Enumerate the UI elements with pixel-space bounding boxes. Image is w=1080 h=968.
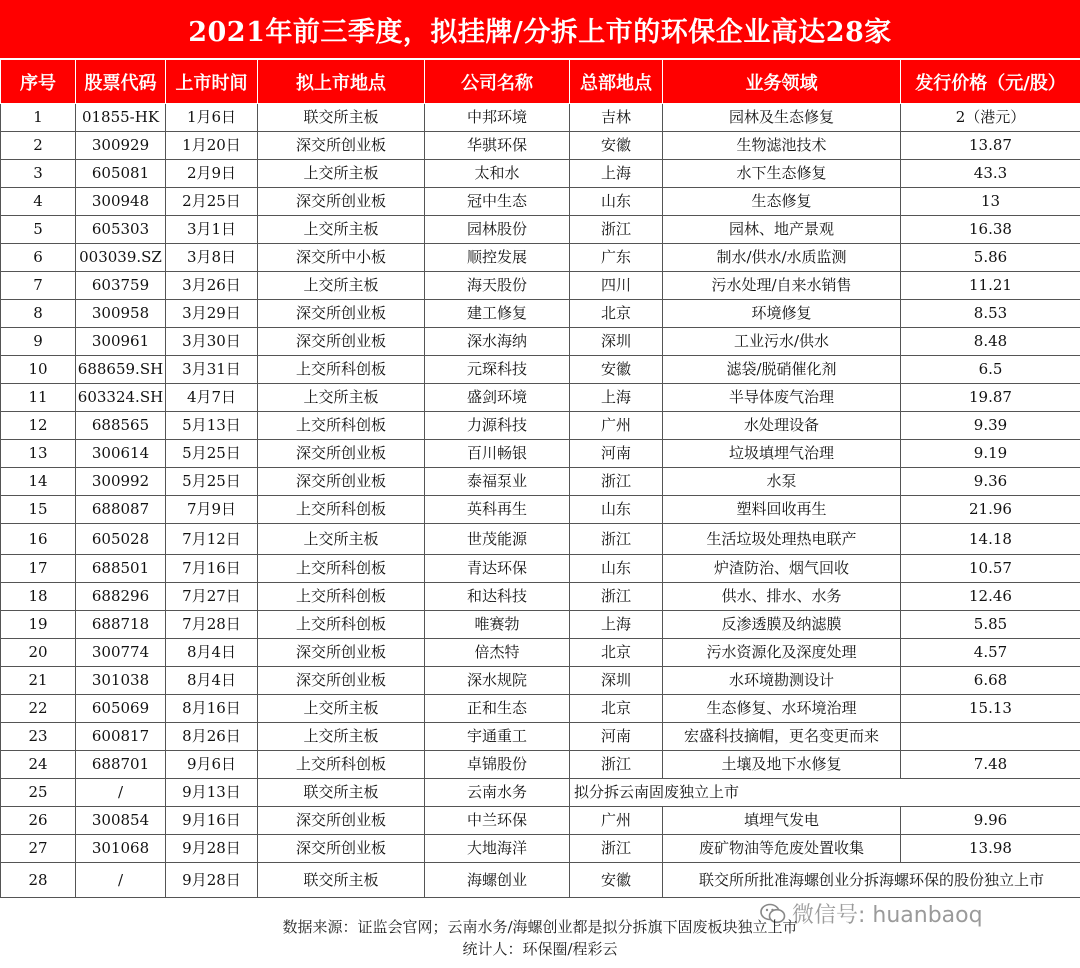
cell-venue: 深交所创业板	[258, 835, 425, 863]
cell-company: 青达环保	[425, 555, 570, 583]
header-listing-date: 上市时间	[166, 60, 258, 104]
cell-hq: 广州	[570, 807, 663, 835]
cell-stock-code: 605069	[76, 695, 166, 723]
cell-business: 填埋气发电	[663, 807, 901, 835]
cell-hq: 北京	[570, 300, 663, 328]
cell-index: 4	[1, 188, 76, 216]
cell-venue: 上交所科创板	[258, 356, 425, 384]
cell-listing-date: 3月31日	[166, 356, 258, 384]
cell-venue: 联交所主板	[258, 104, 425, 132]
cell-company: 百川畅银	[425, 440, 570, 468]
cell-index: 5	[1, 216, 76, 244]
cell-stock-code: 300774	[76, 639, 166, 667]
cell-venue: 上交所主板	[258, 160, 425, 188]
cell-price: 4.57	[901, 639, 1080, 667]
cell-company: 宇通重工	[425, 723, 570, 751]
cell-hq: 安徽	[570, 132, 663, 160]
cell-listing-date: 2月9日	[166, 160, 258, 188]
cell-business: 制水/供水/水质监测	[663, 244, 901, 272]
table-row	[1, 695, 1080, 723]
table-row	[1, 132, 1080, 160]
cell-index: 6	[1, 244, 76, 272]
cell-stock-code: 300854	[76, 807, 166, 835]
cell-company: 海螺创业	[425, 863, 570, 898]
cell-price: 13.98	[901, 835, 1080, 863]
cell-price: 14.18	[901, 524, 1080, 555]
cell-price: 12.46	[901, 583, 1080, 611]
cell-index: 3	[1, 160, 76, 188]
cell-company: 中邦环境	[425, 104, 570, 132]
cell-company: 盛剑环境	[425, 384, 570, 412]
cell-index: 18	[1, 583, 76, 611]
cell-index: 1	[1, 104, 76, 132]
footer-author: 统计人：环保圈/程彩云	[0, 938, 1080, 960]
cell-venue: 深交所创业板	[258, 188, 425, 216]
cell-stock-code: 300992	[76, 468, 166, 496]
cell-company: 元琛科技	[425, 356, 570, 384]
cell-listing-date: 1月6日	[166, 104, 258, 132]
table-row	[1, 524, 1080, 555]
cell-listing-date: 8月4日	[166, 639, 258, 667]
cell-business: 园林、地产景观	[663, 216, 901, 244]
cell-business: 废矿物油等危废处置收集	[663, 835, 901, 863]
cell-venue: 上交所科创板	[258, 412, 425, 440]
cell-business: 供水、排水、水务	[663, 583, 901, 611]
cell-listing-date: 3月1日	[166, 216, 258, 244]
table-row	[1, 583, 1080, 611]
cell-stock-code: 300961	[76, 328, 166, 356]
ipo-table	[0, 59, 1080, 898]
cell-listing-date: 7月28日	[166, 611, 258, 639]
cell-price: 9.96	[901, 807, 1080, 835]
cell-index: 8	[1, 300, 76, 328]
cell-listing-date: 2月25日	[166, 188, 258, 216]
cell-business: 生物滤池技术	[663, 132, 901, 160]
table-row	[1, 412, 1080, 440]
header-stock-code: 股票代码	[76, 60, 166, 104]
cell-index: 19	[1, 611, 76, 639]
cell-business: 滤袋/脱硝催化剂	[663, 356, 901, 384]
cell-hq: 山东	[570, 496, 663, 524]
cell-stock-code: 688087	[76, 496, 166, 524]
cell-hq: 上海	[570, 611, 663, 639]
cell-hq: 浙江	[570, 835, 663, 863]
cell-listing-date: 7月27日	[166, 583, 258, 611]
cell-business: 炉渣防治、烟气回收	[663, 555, 901, 583]
cell-venue: 上交所主板	[258, 723, 425, 751]
cell-index: 2	[1, 132, 76, 160]
table-row	[1, 272, 1080, 300]
cell-company: 正和生态	[425, 695, 570, 723]
cell-listing-date: 9月13日	[166, 779, 258, 807]
cell-index: 25	[1, 779, 76, 807]
cell-listing-date: 9月28日	[166, 835, 258, 863]
cell-listing-date: 3月26日	[166, 272, 258, 300]
cell-stock-code: 688565	[76, 412, 166, 440]
table-row	[1, 611, 1080, 639]
cell-index: 28	[1, 863, 76, 898]
cell-index: 11	[1, 384, 76, 412]
cell-price: 16.38	[901, 216, 1080, 244]
table-row	[1, 751, 1080, 779]
cell-venue: 上交所科创板	[258, 555, 425, 583]
cell-stock-code: 603759	[76, 272, 166, 300]
cell-company: 建工修复	[425, 300, 570, 328]
cell-business: 垃圾填埋气治理	[663, 440, 901, 468]
cell-price: 6.5	[901, 356, 1080, 384]
cell-price: 9.36	[901, 468, 1080, 496]
table-row	[1, 188, 1080, 216]
cell-index: 13	[1, 440, 76, 468]
cell-index: 22	[1, 695, 76, 723]
cell-hq: 广东	[570, 244, 663, 272]
cell-listing-date: 9月6日	[166, 751, 258, 779]
cell-hq: 浙江	[570, 751, 663, 779]
table-row	[1, 835, 1080, 863]
cell-venue: 上交所科创板	[258, 583, 425, 611]
cell-company: 云南水务	[425, 779, 570, 807]
cell-price: 5.85	[901, 611, 1080, 639]
cell-company: 深水海纳	[425, 328, 570, 356]
cell-company: 世茂能源	[425, 524, 570, 555]
cell-company: 园林股份	[425, 216, 570, 244]
cell-listing-date: 3月8日	[166, 244, 258, 272]
cell-venue: 上交所主板	[258, 384, 425, 412]
cell-business: 水环境勘测设计	[663, 667, 901, 695]
cell-index: 21	[1, 667, 76, 695]
header-row	[1, 60, 1080, 104]
cell-venue: 深交所创业板	[258, 132, 425, 160]
cell-company: 海天股份	[425, 272, 570, 300]
cell-venue: 上交所主板	[258, 216, 425, 244]
cell-business: 园林及生态修复	[663, 104, 901, 132]
cell-venue: 深交所创业板	[258, 468, 425, 496]
table-row	[1, 356, 1080, 384]
cell-venue: 深交所创业板	[258, 667, 425, 695]
cell-price: 43.3	[901, 160, 1080, 188]
table-row	[1, 496, 1080, 524]
cell-price: 8.48	[901, 328, 1080, 356]
cell-hq: 深圳	[570, 667, 663, 695]
cell-index: 17	[1, 555, 76, 583]
cell-hq: 北京	[570, 695, 663, 723]
header-hq: 总部地点	[570, 60, 663, 104]
cell-hq: 浙江	[570, 524, 663, 555]
cell-hq: 浙江	[570, 583, 663, 611]
table-row	[1, 216, 1080, 244]
cell-stock-code: 605028	[76, 524, 166, 555]
cell-price: 15.13	[901, 695, 1080, 723]
cell-stock-code: /	[76, 779, 166, 807]
cell-company: 深水规院	[425, 667, 570, 695]
cell-stock-code: 300614	[76, 440, 166, 468]
header-index: 序号	[1, 60, 76, 104]
cell-business: 生活垃圾处理热电联产	[663, 524, 901, 555]
cell-stock-code: 605303	[76, 216, 166, 244]
table-title: 2021年前三季度，拟挂牌/分拆上市的环保企业高达28家	[0, 0, 1080, 59]
cell-company: 和达科技	[425, 583, 570, 611]
cell-listing-date: 5月25日	[166, 468, 258, 496]
cell-price: 6.68	[901, 667, 1080, 695]
cell-listing-date: 9月16日	[166, 807, 258, 835]
cell-business: 污水处理/自来水销售	[663, 272, 901, 300]
cell-business: 塑料回收再生	[663, 496, 901, 524]
cell-company: 英科再生	[425, 496, 570, 524]
cell-business: 水下生态修复	[663, 160, 901, 188]
cell-business: 水泵	[663, 468, 901, 496]
header-venue: 拟上市地点	[258, 60, 425, 104]
cell-hq: 上海	[570, 160, 663, 188]
cell-venue: 深交所创业板	[258, 639, 425, 667]
cell-price: 7.48	[901, 751, 1080, 779]
table-row	[1, 160, 1080, 188]
cell-price: 9.39	[901, 412, 1080, 440]
cell-hq: 上海	[570, 384, 663, 412]
table-row	[1, 863, 1080, 898]
cell-company: 力源科技	[425, 412, 570, 440]
cell-business: 反渗透膜及纳滤膜	[663, 611, 901, 639]
cell-company: 泰福泵业	[425, 468, 570, 496]
cell-stock-code: 688501	[76, 555, 166, 583]
cell-listing-date: 3月30日	[166, 328, 258, 356]
cell-index: 7	[1, 272, 76, 300]
cell-note: 联交所所批准海螺创业分拆海螺环保的股份独立上市	[663, 863, 1080, 898]
cell-venue: 上交所科创板	[258, 611, 425, 639]
table-row	[1, 244, 1080, 272]
cell-business: 生态修复	[663, 188, 901, 216]
watermark-text: 微信号: huanbaoq	[792, 898, 983, 929]
header-price: 发行价格（元/股）	[901, 60, 1080, 104]
cell-venue: 深交所中小板	[258, 244, 425, 272]
cell-listing-date: 7月9日	[166, 496, 258, 524]
cell-listing-date: 7月16日	[166, 555, 258, 583]
cell-venue: 深交所创业板	[258, 807, 425, 835]
cell-price: 11.21	[901, 272, 1080, 300]
cell-hq: 安徽	[570, 863, 663, 898]
cell-stock-code: 300958	[76, 300, 166, 328]
cell-venue: 上交所科创板	[258, 751, 425, 779]
cell-listing-date: 4月7日	[166, 384, 258, 412]
cell-index: 15	[1, 496, 76, 524]
table-row	[1, 440, 1080, 468]
cell-stock-code: 688296	[76, 583, 166, 611]
cell-stock-code: 605081	[76, 160, 166, 188]
cell-company: 卓锦股份	[425, 751, 570, 779]
footer-source: 数据来源：证监会官网；云南水务/海螺创业都是拟分拆旗下固废板块独立上市	[0, 916, 1080, 938]
footer	[0, 912, 1080, 968]
table-row	[1, 779, 1080, 807]
cell-listing-date: 5月13日	[166, 412, 258, 440]
cell-hq: 广州	[570, 412, 663, 440]
cell-stock-code: 300948	[76, 188, 166, 216]
cell-business: 污水资源化及深度处理	[663, 639, 901, 667]
cell-index: 16	[1, 524, 76, 555]
cell-stock-code: 301068	[76, 835, 166, 863]
cell-business: 水处理设备	[663, 412, 901, 440]
table-row	[1, 639, 1080, 667]
cell-price: 13	[901, 188, 1080, 216]
cell-venue: 上交所主板	[258, 695, 425, 723]
cell-company: 倍杰特	[425, 639, 570, 667]
cell-listing-date: 7月12日	[166, 524, 258, 555]
cell-stock-code: /	[76, 863, 166, 898]
cell-business: 半导体废气治理	[663, 384, 901, 412]
cell-hq: 浙江	[570, 216, 663, 244]
cell-company: 中兰环保	[425, 807, 570, 835]
cell-listing-date: 3月29日	[166, 300, 258, 328]
table-row	[1, 468, 1080, 496]
cell-company: 大地海洋	[425, 835, 570, 863]
cell-company: 顺控发展	[425, 244, 570, 272]
cell-company: 唯赛勃	[425, 611, 570, 639]
table-row	[1, 807, 1080, 835]
cell-business: 土壤及地下水修复	[663, 751, 901, 779]
table-row	[1, 555, 1080, 583]
cell-business: 生态修复、水环境治理	[663, 695, 901, 723]
cell-stock-code: 301038	[76, 667, 166, 695]
cell-index: 23	[1, 723, 76, 751]
cell-price: 10.57	[901, 555, 1080, 583]
cell-index: 20	[1, 639, 76, 667]
header-business: 业务领域	[663, 60, 901, 104]
cell-index: 26	[1, 807, 76, 835]
cell-hq: 四川	[570, 272, 663, 300]
table-row	[1, 104, 1080, 132]
cell-venue: 深交所创业板	[258, 300, 425, 328]
cell-index: 24	[1, 751, 76, 779]
cell-price: 9.19	[901, 440, 1080, 468]
cell-index: 9	[1, 328, 76, 356]
cell-venue: 上交所科创板	[258, 496, 425, 524]
cell-business: 宏盛科技摘帽，更名变更而来	[663, 723, 901, 751]
cell-hq: 北京	[570, 639, 663, 667]
cell-venue: 深交所创业板	[258, 440, 425, 468]
cell-price: 21.96	[901, 496, 1080, 524]
cell-stock-code: 300929	[76, 132, 166, 160]
cell-price: 19.87	[901, 384, 1080, 412]
cell-venue: 联交所主板	[258, 863, 425, 898]
cell-venue: 上交所主板	[258, 272, 425, 300]
cell-index: 12	[1, 412, 76, 440]
table-row	[1, 300, 1080, 328]
header-company: 公司名称	[425, 60, 570, 104]
cell-price: 13.87	[901, 132, 1080, 160]
table-row	[1, 384, 1080, 412]
cell-stock-code: 603324.SH	[76, 384, 166, 412]
cell-price: 8.53	[901, 300, 1080, 328]
cell-note: 拟分拆云南固废独立上市	[570, 779, 1080, 807]
cell-price: 5.86	[901, 244, 1080, 272]
cell-hq: 山东	[570, 188, 663, 216]
cell-price	[901, 723, 1080, 751]
cell-stock-code: 688659.SH	[76, 356, 166, 384]
cell-venue: 深交所创业板	[258, 328, 425, 356]
cell-company: 太和水	[425, 160, 570, 188]
cell-business: 环境修复	[663, 300, 901, 328]
table-row	[1, 667, 1080, 695]
table-row	[1, 723, 1080, 751]
cell-hq: 吉林	[570, 104, 663, 132]
table-row	[1, 328, 1080, 356]
cell-venue: 上交所主板	[258, 524, 425, 555]
cell-stock-code: 003039.SZ	[76, 244, 166, 272]
cell-hq: 河南	[570, 440, 663, 468]
cell-listing-date: 9月28日	[166, 863, 258, 898]
cell-index: 14	[1, 468, 76, 496]
cell-hq: 山东	[570, 555, 663, 583]
cell-listing-date: 8月26日	[166, 723, 258, 751]
cell-listing-date: 8月4日	[166, 667, 258, 695]
cell-stock-code: 688718	[76, 611, 166, 639]
cell-index: 10	[1, 356, 76, 384]
cell-hq: 深圳	[570, 328, 663, 356]
cell-business: 工业污水/供水	[663, 328, 901, 356]
cell-index: 27	[1, 835, 76, 863]
cell-listing-date: 8月16日	[166, 695, 258, 723]
cell-stock-code: 01855-HK	[76, 104, 166, 132]
cell-stock-code: 688701	[76, 751, 166, 779]
cell-company: 华骐环保	[425, 132, 570, 160]
cell-listing-date: 1月20日	[166, 132, 258, 160]
cell-company: 冠中生态	[425, 188, 570, 216]
cell-stock-code: 600817	[76, 723, 166, 751]
cell-listing-date: 5月25日	[166, 440, 258, 468]
cell-venue: 联交所主板	[258, 779, 425, 807]
cell-hq: 浙江	[570, 468, 663, 496]
cell-hq: 河南	[570, 723, 663, 751]
cell-hq: 安徽	[570, 356, 663, 384]
cell-price: 2（港元）	[901, 104, 1080, 132]
